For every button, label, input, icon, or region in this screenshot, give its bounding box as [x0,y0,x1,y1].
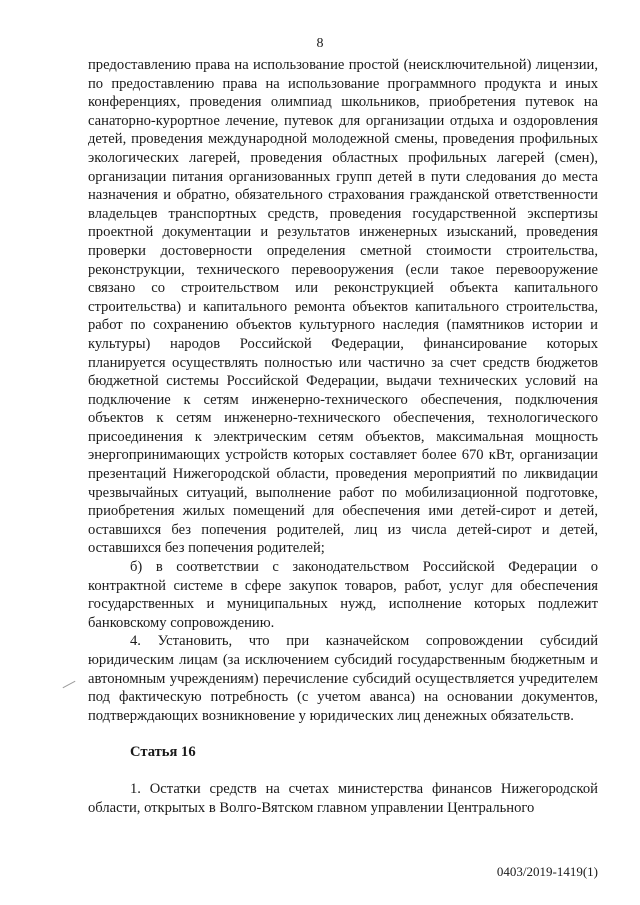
section-spacer [88,762,598,780]
paragraph-article-16-item-1: 1. Остатки средств на счетах министерства финансов Нижегородской области, открытых в Волго-Вятском главном управлении Центрального [88,780,598,816]
paragraph-item-b: б) в соответствии с законодательством Российской Федерации о контрактной системе в сфере закупок товаров, работ, услуг для обеспечения государственных и муниципальных нужд, исполнение которых подлежит банковскому сопровождению. [88,559,598,631]
article-heading: Статья 16 [130,744,196,761]
document-body [88,56,598,817]
page-number: 8 [316,36,324,51]
margin-pen-mark [63,681,76,688]
document-code: 0403/2019-1419(1) [496,864,598,879]
paragraph-item-4: 4. Установить, что при казначейском сопровождении субсидий юридическим лицам (за исключением субсидий государственным бюджетным и автономным учреждениям) перечисление субсидий осуществляется учредителем под фактическую потребность (с учетом аванса) на основании документов, подтверждающих возникновение у юридических лиц денежных обязательств. [88,633,598,724]
paragraph-continuation: предоставлению права на использование простой (неисключительной) лицензии, по предоставлению права на использование программного продукта и иных конференциях, проведения олимпиад школьников, приобретения путевок на санаторно-курортное лечение, путевок для организации отдыха и оздоровления детей, проведения международной молодежной смены, проведения профильных экологических лагерей, проведения областных профильных лагерей (смен), организации питания организованных групп детей в пути следования до места назначения и обратно, обязательного страхования гражданской ответственности владельцев транспортных средств, проведения государственной экспертизы проектной документации и результатов инженерных изысканий, проведения проверки достоверности определения сметной стоимости строительства, реконструкции, технического перевооружения (если такое перевооружение связано со строительством или реконструкцией объекта капитального строительства) и капитального ремонта объектов капитального строительства, работ по сохранению объектов культурного наследия (памятников истории и культуры) народов Российской Федерации, финансирование которых планируется осуществлять полностью или частично за счет средств бюджетов бюджетной системы Российской Федерации, выдачи технических условий на подключение к сетям инженерно-технического обеспечения, подключения объектов к сетям инженерно-технического обеспечения, технологического присоединения к электрическим сетям объектов, максимальная мощность энергопринимающих устройств которых составляет более 670 кВт, организации презентаций Нижегородской области, проведения мероприятий по ликвидации чрезвычайных ситуаций, выполнение работ по мобилизационной подготовке, приобретения жилых помещений для обеспечения ими детей-сирот и детей, оставшихся без попечения родителей, лиц из числа детей-сирот и детей, оставшихся без попечения родителей; [88,57,598,557]
section-spacer [88,725,598,743]
